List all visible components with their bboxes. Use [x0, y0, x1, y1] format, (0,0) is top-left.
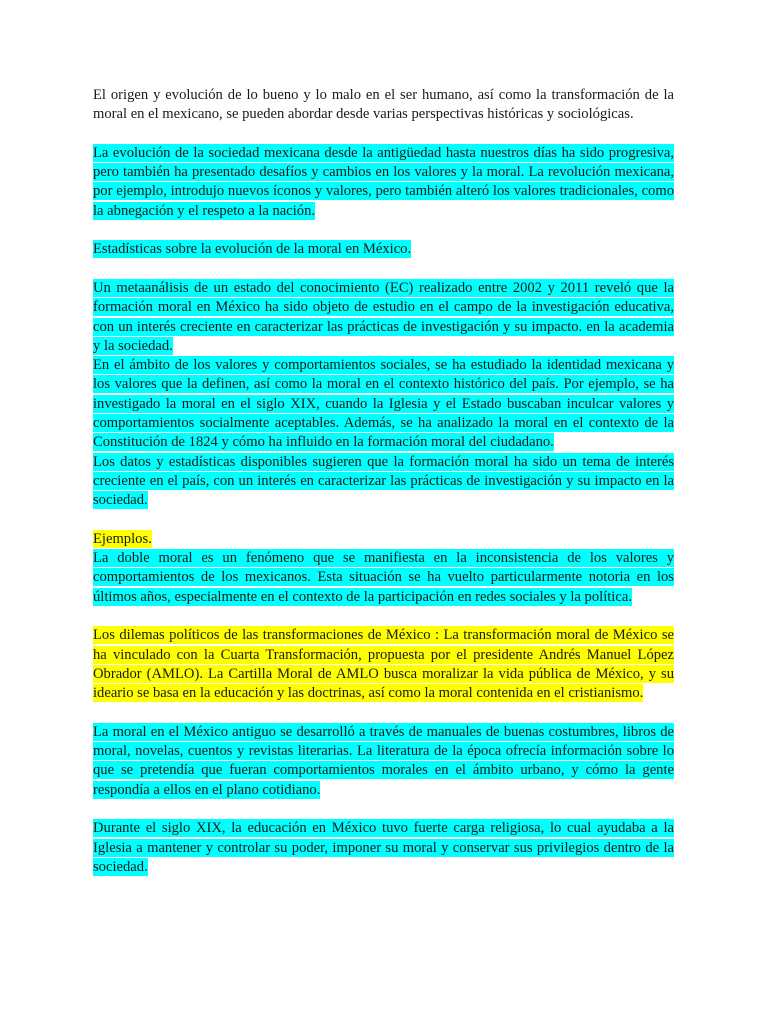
nineteenth-century-text-highlighted: Durante el siglo XIX, la educación en México tuvo fuerte carga religiosa, lo cual ayudaba a la Iglesia a mantener y controlar su poder, imponer su moral y conservar sus privilegios dentro de la sociedad.	[93, 820, 674, 875]
document-page	[93, 86, 674, 877]
examples-heading-text-highlighted: Ejemplos.	[93, 530, 152, 547]
stats-heading	[93, 240, 674, 259]
double-moral-paragraph	[93, 549, 674, 607]
nineteenth-century-paragraph	[93, 819, 674, 877]
examples-heading	[93, 530, 674, 549]
values-scope-text-highlighted: En el ámbito de los valores y comportamientos sociales, se ha estudiado la identidad mexicana y los valores que la definen, así como la moral en el contexto histórico del país. Por ejemplo, se ha investigado la moral en el siglo XIX, cuando la Iglesia y el Estado buscaban inculcar valores y comportamientos socialmente aceptables. Además, se ha analizado la moral en el contexto de la Constitución de 1824 y cómo ha influido en la formación moral del ciudadano.	[93, 357, 674, 451]
data-summary-text-highlighted: Los datos y estadísticas disponibles sugieren que la formación moral ha sido un tema de interés creciente en el país, con un interés en caracterizar las prácticas de investigación y su impacto en la sociedad.	[93, 453, 674, 509]
political-dilemmas-text-highlighted: Los dilemas políticos de las transformaciones de México : La transformación moral de México se ha vinculado con la Cuarta Transformación, propuesta por el presidente Andrés Manuel López Obrador (AMLO). La Cartilla Moral de AMLO busca moralizar la vida pública de México, y su ideario se basa en la educación y las doctrinas, así como la moral contenida en el cristianismo.	[93, 627, 674, 702]
double-moral-text-highlighted: La doble moral es un fenómeno que se manifiesta en la inconsistencia de los valores y comportamientos de los mexicanos. Esta situación se ha vuelto particularmente notoria en los últimos años, especialmente en el contexto de la participación en redes sociales y la política.	[93, 550, 674, 605]
data-summary-paragraph	[93, 453, 674, 511]
paragraph-spacer	[93, 800, 674, 819]
paragraph-spacer	[93, 511, 674, 530]
stats-heading-text-highlighted: Estadísticas sobre la evolución de la moral en México.	[93, 241, 412, 258]
meta-analysis-text-highlighted: Un metaanálisis de un estado del conocimiento (EC) realizado entre 2002 y 2011 reveló que la formación moral en México ha sido objeto de estudio en el campo de la investigación educativa, con un interés creciente en caracterizar las prácticas de investigación y su impacto. en la academia y la sociedad.	[93, 279, 674, 354]
ancient-moral-text-highlighted: La moral en el México antiguo se desarrolló a través de manuales de buenas costumbres, libros de moral, novelas, cuentos y revistas literarias. La literatura de la época ofrecía información sobre lo que se pretendía que fueran comportamientos morales en el ámbito urbano, y cómo la gente respondía a ellos en el plano cotidiano.	[93, 723, 674, 798]
values-scope-paragraph	[93, 356, 674, 452]
political-dilemmas-paragraph	[93, 626, 674, 703]
paragraph-spacer	[93, 221, 674, 240]
paragraph-spacer	[93, 260, 674, 279]
evolution-text-highlighted: La evolución de la sociedad mexicana desde la antigüedad hasta nuestros días ha sido progresiva, pero también ha presentado desafíos y cambios en los valores y la moral. La revolución mexicana, por ejemplo, introdujo nuevos íconos y valores, pero también alteró los valores tradicionales, como la abnegación y el respeto a la nación.	[93, 144, 674, 219]
evolution-paragraph	[93, 144, 674, 221]
intro-text: El origen y evolución de lo bueno y lo malo en el ser humano, así como la transformación de la moral en el mexicano, se pueden abordar desde varias perspectivas históricas y sociológicas.	[93, 87, 674, 123]
ancient-moral-paragraph	[93, 723, 674, 800]
meta-analysis-paragraph	[93, 279, 674, 356]
paragraph-spacer	[93, 607, 674, 626]
paragraph-spacer	[93, 704, 674, 723]
intro-paragraph	[93, 86, 674, 125]
paragraph-spacer	[93, 125, 674, 144]
